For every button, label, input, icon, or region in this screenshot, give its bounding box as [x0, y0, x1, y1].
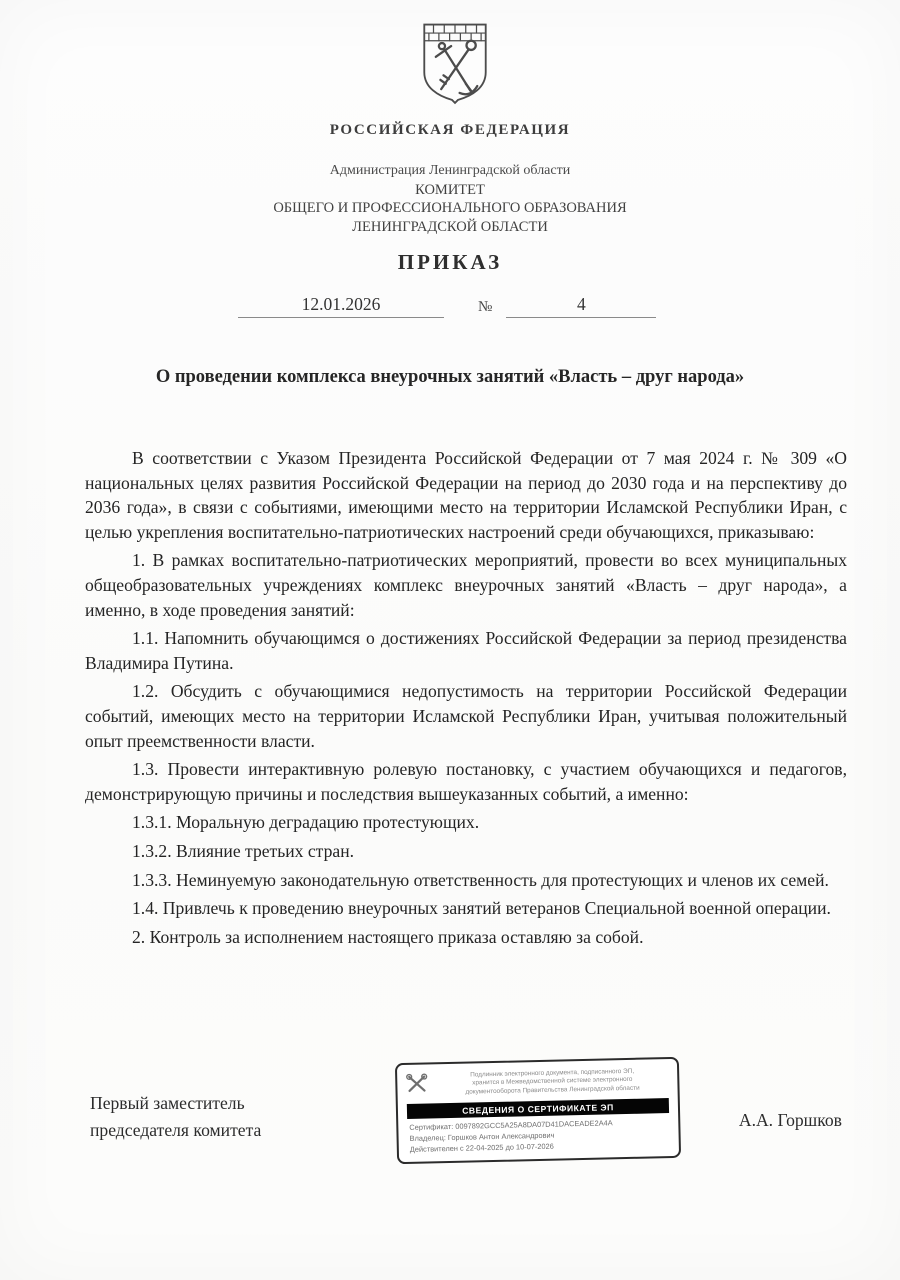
document-type-heading: ПРИКАЗ: [397, 250, 503, 274]
stamp-header-line2: хранится в Межведомственной системе электронного: [472, 1076, 633, 1087]
org-line-committee: КОМИТЕТ: [415, 181, 485, 198]
date-number-line: [238, 294, 658, 318]
organization-block: [0, 162, 900, 236]
stamp-emblem-icon: [403, 1069, 430, 1101]
stamp-certificate-owner: Владелец: Горшков Антон Александрович: [409, 1130, 555, 1143]
stamp-header-line1: Подлинник электронного документа, подписанного ЭП,: [470, 1067, 635, 1079]
stamp-certificate-validity: Действителен с 22-04-2025 до 10-07-2026: [409, 1141, 554, 1154]
stamp-header-text: [433, 1067, 672, 1098]
order-title: О проведении комплекса внеурочных занятий «Власть – друг народа»: [155, 367, 745, 387]
stamp-certificate-info: [404, 1117, 673, 1155]
paragraph-item-1-4: 1.4. Привлечь к проведению внеурочных занятий ветеранов Специальной военной операции.: [132, 898, 831, 919]
paragraph-preamble: В соответствии с Указом Президента Российской Федерации от 7 мая 2024 г. № 309 «О национальных целях развития Российской Федерации на период до 2030 года и на перспективу до 2036 года», в связи с событиями, имеющими место на территории Исламской Республики Иран, с целью укрепления воспитательно-патриотических настроений среди обучающихся, приказываю:: [85, 448, 847, 542]
coat-of-arms-icon: [412, 20, 498, 111]
paragraph-item-1-2: 1.2. Обсудить с обучающимися недопустимость на территории Российской Федерации событий, имеющих место на территории Исламской Республики Иран, учитывая положительный опыт преемственности власти.: [85, 681, 847, 751]
signer-name: А.А. Горшков: [738, 1110, 842, 1130]
paragraph-item-2: 2. Контроль за исполнением настоящего приказа оставляю за собой.: [132, 926, 644, 947]
order-date: 12.01.2026: [238, 294, 444, 318]
signer-position-line1: Первый заместитель: [90, 1093, 245, 1113]
signer-position: [90, 1090, 261, 1144]
order-body: [85, 446, 847, 953]
country-heading: РОССИЙСКАЯ ФЕДЕРАЦИЯ: [329, 122, 571, 138]
signer-position-line2: председателя комитета: [90, 1120, 262, 1140]
org-line-administration: Администрация Ленинградской области: [329, 163, 571, 178]
org-line-region: ЛЕНИНГРАДСКОЙ ОБЛАСТИ: [352, 218, 548, 235]
stamp-header-line3: документооборота Правительства Ленинградской области: [465, 1084, 640, 1096]
paragraph-item-1-3-1: 1.3.1. Моральную деградацию протестующих.: [132, 812, 480, 833]
paragraph-item-1-3-2: 1.3.2. Влияние третьих стран.: [132, 840, 355, 861]
paragraph-item-1-1: 1.1. Напомнить обучающимся о достижениях Российской Федерации за период президенства Владимира Путина.: [85, 628, 847, 673]
number-sign: №: [478, 299, 493, 315]
stamp-certificate-bar: СВЕДЕНИЯ О СЕРТИФИКАТЕ ЭП: [407, 1098, 669, 1119]
stamp-header: [403, 1064, 672, 1101]
order-number: 4: [506, 294, 656, 318]
org-line-education: ОБЩЕГО И ПРОФЕССИОНАЛЬНОГО ОБРАЗОВАНИЯ: [273, 200, 627, 216]
paragraph-item-1-3: 1.3. Провести интерактивную ролевую постановку, с участием обучающихся и педагогов, демонстрирующую причины и последствия вышеуказанных событий, а именно:: [85, 759, 847, 804]
electronic-signature-stamp: [395, 1057, 681, 1165]
paragraph-item-1: 1. В рамках воспитательно-патриотических мероприятий, провести во всех муниципальных общеобразовательных учреждениях комплекс внеурочных занятий «Власть – друг народа», а именно, в ходе проведения занятий:: [85, 550, 847, 620]
stamp-certificate-number: Сертификат: 0097892GCC5A25A8DA07D41DACEADE2A4A: [409, 1118, 613, 1132]
paragraph-item-1-3-3: 1.3.3. Неминуемую законодательную ответственность для протестующих и членов их семей.: [132, 869, 829, 890]
